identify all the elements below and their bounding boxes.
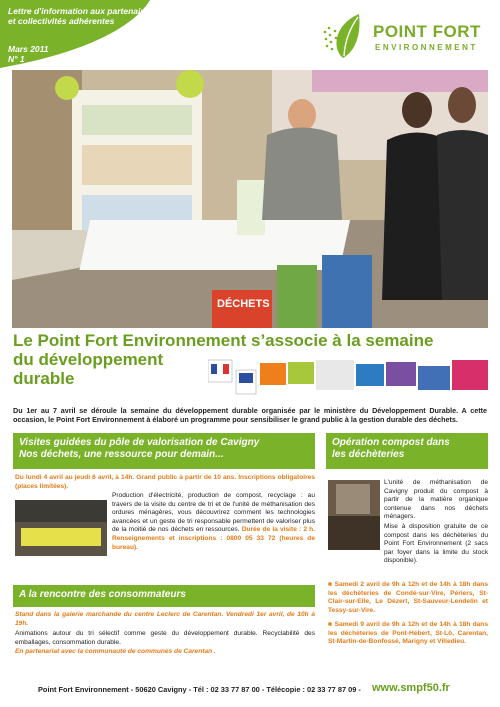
intro-paragraph: Du 1er au 7 avril se déroule la semaine du développement durable organisée par le ministère du Développement Durable. A cette occasion, le Point Fort Environnement à élaboré un programme pour sensibiliser le grand public à la gestion durable des déchets. [13, 406, 487, 424]
issue-info: Mars 2011 N° 1 [8, 44, 49, 64]
compost-photo [328, 480, 380, 550]
footer [0, 682, 500, 698]
group-photo [15, 500, 107, 556]
rencontre-body: Animations autour du tri sélectif comme geste du développement durable. Recyclabilité des emballages, consommation durable. [15, 630, 315, 646]
dechets-sign-label: DÉCHETS [217, 298, 270, 310]
visites-body: Production d'électricité, production de compost, recyclage : au travers de la visite du centre de tri et de l'unité de méthanisation des ordures ménagères, vous découvrirez comment les technologies avancées et un geste de tri responsable permettent de valoriser plus de la moitié de nos déchets en ressources. Durée de la visite : 2 h. Renseignements et inscriptions : 0800 05 33 72 (heures de bureau). [15, 492, 315, 562]
event-stand-photo [12, 70, 488, 328]
footer-address: Point Fort Environnement - 50620 Cavigny - Tél : 02 33 77 87 00 - Télécopie : 02 33 77 87 09 - [38, 685, 361, 694]
rencontre-heading: A la rencontre des consommateurs [13, 585, 315, 607]
newsletter-label: Lettre d'information aux partenaires et collectivités adhérentes [8, 6, 154, 26]
logo-title: POINT FORT [373, 22, 481, 41]
rencontre-partner: En partenariat avec la communauté de communes de Carentan . [15, 648, 216, 655]
compost-date2: ■ Samedi 9 avril de 9h à 12h et de 14h à 18h dans les déchèteries de Pont-Hébert, St-Lô, Carentan, St-Martin-de-Bonfossé, Marigny et Villedieu. [328, 621, 488, 646]
footer-website[interactable]: www.smpf50.fr [372, 682, 450, 694]
compost-date1: ■ Samedi 2 avril de 9h à 12h et de 14h à 18h dans les déchèteries de Condé-sur-Vire, Périers, St-Clair-sur-Elle, Le Dézert, St-Sauveur-Lendelin et Tessy-sur-Vire. [328, 581, 488, 614]
visites-dates: Du lundi 4 avril au jeudi 6 avril, à 14h. Grand public à partir de 10 ans. Inscriptions obligatoires (places limitées). [15, 474, 315, 490]
page-title: Le Point Fort Environnement s’associe à la semaine du développement durable [13, 331, 434, 388]
visites-heading: Visites guidées du pôle de valorisation de Cavigny Nos déchets, une ressource pour demain... [13, 433, 315, 469]
logo-subtitle: ENVIRONNEMENT [375, 43, 478, 52]
sustainable-week-logos [208, 358, 488, 396]
compost-body1: L'unité de méthanisation de Cavigny produit du compost à partir de la matière organique contenue dans nos déchets ménagers. [384, 479, 488, 521]
leaf-icon [317, 10, 369, 62]
compost-body2: Mise à disposition gratuite de ce compost dans les déchèteries du Point Fort Environnement (2 sacs par foyer dans la limite du stock disponible). [384, 523, 488, 565]
brand-logo [317, 10, 492, 65]
rencontre-where: Stand dans la galerie marchande du centre Leclerc de Carentan. Vendredi 1er avril, de 10h à 19h. [15, 611, 315, 627]
visites-duration: Durée de la visite : 2 h. Renseignements et inscriptions : 0800 05 33 72 (heures de bureau). [112, 526, 316, 551]
compost-heading: Opération compost dans les déchèteries [326, 433, 488, 469]
